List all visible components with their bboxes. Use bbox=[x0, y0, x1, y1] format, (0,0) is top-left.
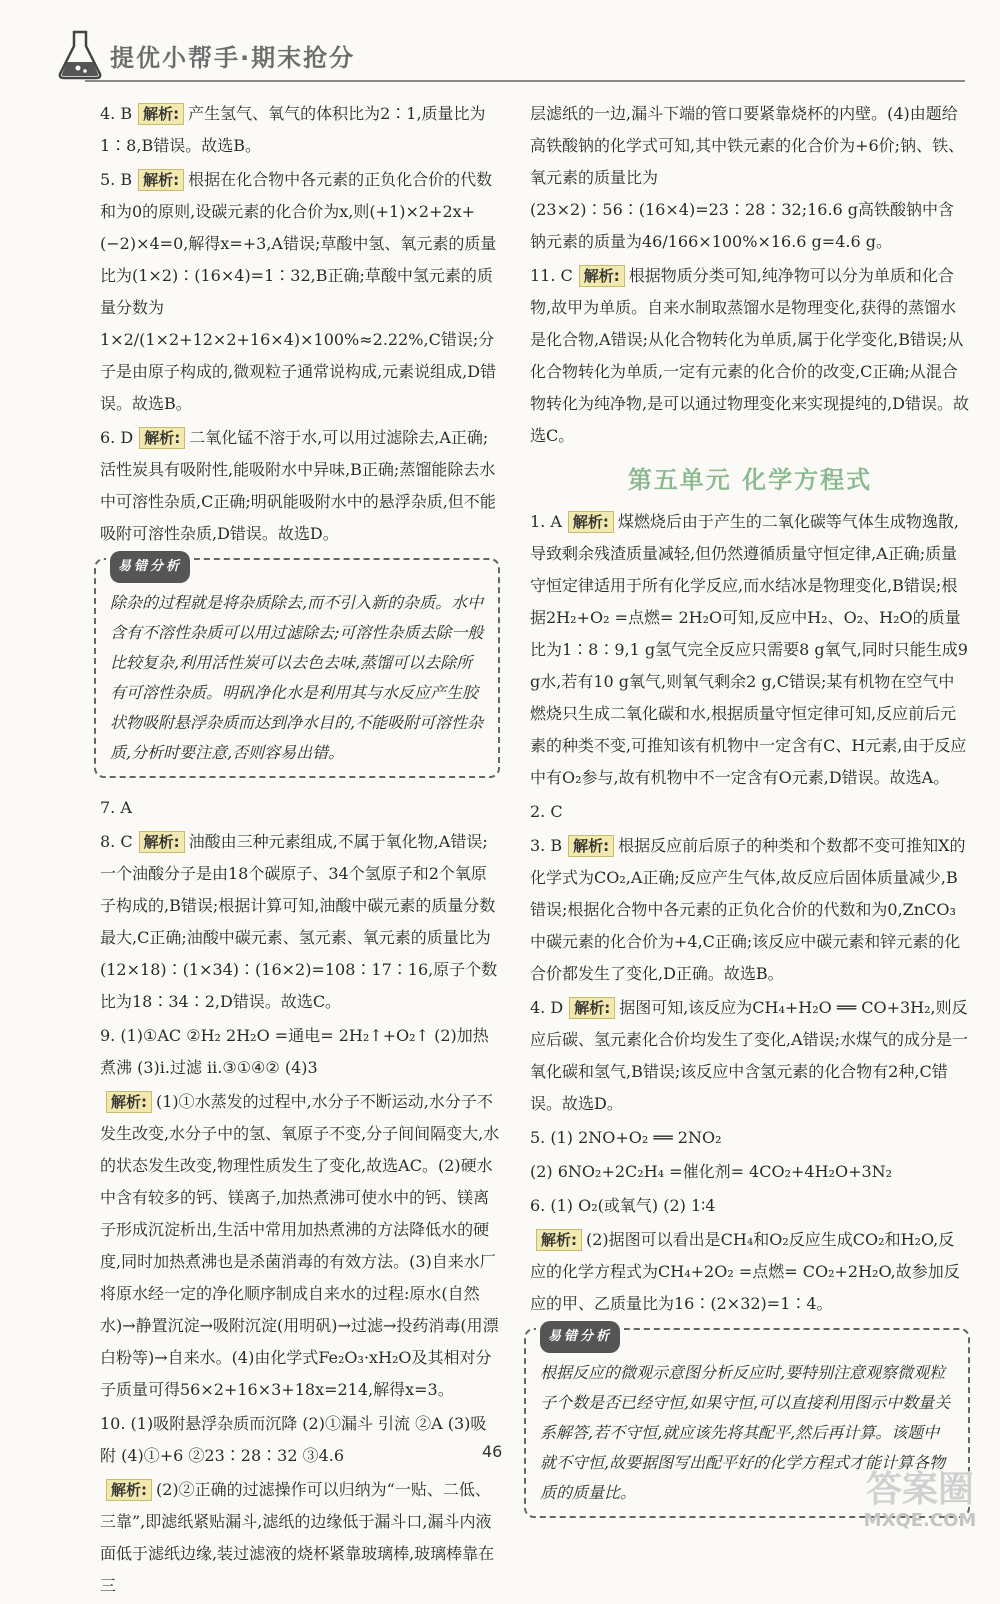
analysis-tag: 解析: bbox=[568, 835, 614, 857]
answer-item-10 bbox=[100, 1408, 503, 1472]
error-analysis-label: 易错分析 bbox=[106, 550, 194, 583]
error-analysis-label: 易错分析 bbox=[536, 1320, 624, 1353]
watermark-url: MXQE.COM bbox=[863, 1510, 977, 1531]
analysis-tag: 解析: bbox=[138, 103, 184, 125]
unit5-item-3 bbox=[530, 830, 970, 990]
page-header bbox=[0, 0, 1000, 95]
unit5-item-5-line1: 5. (1) 2NO+O₂ ══ 2NO₂ bbox=[530, 1128, 722, 1147]
watermark-main: 答案圈 bbox=[865, 1469, 974, 1510]
analysis-text: 油酸由三种元素组成,不属于氧化物,A错误;一个油酸分子是由18个碳原子、34个氢原子和2个氧原子构成的,B错误;根据计算可知,油酸中碳元素的质量分数最大,C正确;油酸中碳元素、氢元素、氧元素的质量比为(12×18)∶(1×34)∶(16×2)=108∶17∶16,原子个数比为18∶34∶2,D错误。故选C。 bbox=[100, 832, 498, 1011]
analysis-text: 据图可知,该反应为CH₄+H₂O ══ CO+3H₂,则反应后碳、氢元素化合价均发生了变化,A错误;水煤气的成分是一氧化碳和氢气,B错误;该反应中含氢元素的化合物有2种,C错误。故选D。 bbox=[530, 998, 969, 1113]
answer-label: 5. B bbox=[100, 170, 133, 189]
answer-label: 10. (1)吸附悬浮杂质而沉降 (2)①漏斗 引流 ②A (3)吸附 (4)①+6 ②23∶28∶32 ③4.6 bbox=[100, 1414, 487, 1465]
answer-label: 7. A bbox=[100, 798, 132, 817]
unit5-item-2 bbox=[530, 796, 970, 828]
answer-item-6 bbox=[100, 422, 500, 550]
analysis-text: (1)①水蒸发的过程中,水分子不断运动,水分子不发生改变,水分子中的氢、氧原子不变,分子间间隔变大,水的状态发生改变,物理性质发生了变化,故选AC。(2)硬水中含有较多的钙、镁离子,加热煮沸可使水中的钙、镁离子形成沉淀析出,生活中常用加热煮沸的方法降低水的硬度,同时加热煮沸也是杀菌消毒的有效方法。(3)自来水厂将原水经一定的净化顺序制成自来水的过程:原水(自然水)→静置沉淀→吸附沉淀(用明矾)→过滤→投药消毒(用漂白粉等)→自来水。(4)由化学式Fe₂O₃·xH₂O及其相对分子质量可得56×2+16×3+18x=214,解得x=3。 bbox=[100, 1092, 500, 1399]
unit5-item-6 bbox=[530, 1190, 970, 1222]
error-analysis-box bbox=[94, 558, 500, 778]
answer-label: 8. C bbox=[100, 832, 133, 851]
answer-label: 9. (1)①AC ②H₂ 2H₂O =通电= 2H₂↑+O₂↑ (2)加热煮沸 (3)ⅰ.过滤 ⅱ.③①④② (4)3 bbox=[100, 1026, 489, 1077]
error-analysis-text: 除杂的过程就是将杂质除去,而不引入新的杂质。水中含有不溶性杂质可以用过滤除去;可溶性杂质去除一般比较复杂,利用活性炭可以去色去味,蒸馏可以去除所有可溶性杂质。明矾净化水是利用其与水反应产生胶状物吸附悬浮杂质而达到净水目的,不能吸附可溶性杂质,分析时要注意,否则容易出错。 bbox=[110, 593, 484, 762]
analysis-tag: 解析: bbox=[106, 1479, 152, 1501]
header-divider bbox=[85, 80, 965, 82]
answer-label: 11. C bbox=[530, 266, 573, 285]
analysis-tag: 解析: bbox=[569, 997, 615, 1019]
analysis-text: (2)据图可以看出是CH₄和O₂反应生成CO₂和H₂O,反应的化学方程式为CH₄+2O₂ =点燃= CO₂+2H₂O,故参加反应的甲、乙质量比为16∶(2×32)=1∶4。 bbox=[530, 1230, 960, 1313]
analysis-tag: 解析: bbox=[138, 169, 184, 191]
answer-label: 2. C bbox=[530, 802, 563, 821]
flask-icon bbox=[58, 30, 102, 80]
unit5-item-5-line2: (2) 6NO₂+2C₂H₄ =催化剂= 4CO₂+4H₂O+3N₂ bbox=[530, 1162, 893, 1181]
answer-label: 4. D bbox=[530, 998, 564, 1017]
analysis-tag: 解析: bbox=[568, 511, 614, 533]
analysis-text: 根据物质分类可知,纯净物可以分为单质和化合物,故甲为单质。自来水制取蒸馏水是物理变化,获得的蒸馏水是化合物,A错误;从化合物转化为单质,属于化学变化,B错误;从化合物转化为单质,一定有元素的化合价的改变,C正确;从混合物转化为纯净物,是可以通过物理变化来实现提纯的,D错误。故选C。 bbox=[530, 266, 970, 445]
analysis-tag: 解析: bbox=[536, 1229, 582, 1251]
analysis-tag: 解析: bbox=[579, 265, 625, 287]
answer-label: 1. A bbox=[530, 512, 562, 531]
header-title: 提优小帮手·期末抢分 bbox=[110, 44, 356, 72]
answer-item-8 bbox=[100, 826, 500, 1018]
analysis-text: 根据在化合物中各元素的正负化合价的代数和为0的原则,设碳元素的化合价为x,则(+1)×2+2x+(−2)×4=0,解得x=+3,A错误;草酸中氢、氧元素的质量比为(1×2)∶(16×4)=1∶32,B正确;草酸中氢元素的质量分数为1×2/(1×2+12×2+16×4)×100%≈2.22%,C错误;分子是由原子构成的,微观粒子通常说构成,元素说组成,D错误。故选B。 bbox=[100, 170, 497, 413]
answer-label: 4. B bbox=[100, 104, 133, 123]
answer-label: 6. D bbox=[100, 428, 134, 447]
analysis-item-9 bbox=[100, 1086, 500, 1406]
answer-item-5 bbox=[100, 164, 500, 420]
analysis-text: (2)②正确的过滤操作可以归纳为“一贴、二低、三靠”,即滤纸紧贴漏斗,滤纸的边缘低于漏斗口,漏斗内液面低于滤纸边缘,装过滤液的烧杯紧靠玻璃棒,玻璃棒靠在三 bbox=[100, 1480, 495, 1595]
answer-item-7 bbox=[100, 792, 500, 824]
answer-label: 3. B bbox=[530, 836, 563, 855]
answer-label: 6. (1) O₂(或氧气) (2) 1∶4 bbox=[530, 1196, 716, 1215]
unit5-item-1 bbox=[530, 506, 970, 794]
analysis-text: 根据反应前后原子的种类和个数都不变可推知X的化学式为CO₂,A正确;反应产生气体,故反应后固体质量减少,B错误;根据化合物中各元素的正负化合价的代数和为0,ZnCO₃中碳元素的化合价为+4,C正确;该反应中碳元素和锌元素的化合价都发生了变化,D正确。故选B。 bbox=[530, 836, 966, 983]
analysis-unit5-item-6 bbox=[530, 1224, 970, 1320]
analysis-text: 二氧化锰不溶于水,可以用过滤除去,A正确;活性炭具有吸附性,能吸附水中异味,B正确;蒸馏能除去水中可溶性杂质,C正确;明矾能吸附水中的悬浮杂质,但不能吸附可溶性杂质,D错误。故选D。 bbox=[100, 428, 496, 543]
analysis-item-10 bbox=[100, 1474, 500, 1602]
unit5-item-4 bbox=[530, 992, 970, 1120]
right-column bbox=[530, 98, 970, 1532]
answer-item-11 bbox=[530, 260, 970, 452]
analysis-text: 层滤纸的一边,漏斗下端的管口要紧靠烧杯的内壁。(4)由题给高铁酸钠的化学式可知,其中铁元素的化合价为+6价;钠、铁、氧元素的质量比为(23×2)∶56∶(16×4)=23∶28∶32;16.6 g高铁酸钠中含钠元素的质量为46/166×100%×16.6 g=4.6 g。 bbox=[530, 104, 965, 251]
left-column bbox=[100, 98, 503, 1604]
analysis-item-10-cont bbox=[530, 98, 970, 258]
answer-item-9 bbox=[100, 1020, 500, 1084]
error-analysis-text: 根据反应的微观示意图分析反应时,要特别注意观察微观粒子个数是否已经守恒,如果守恒,可以直接利用图示中数量关系解答,若不守恒,就应该先将其配平,然后再计算。该题中就不守恒,故要据图写出配平好的化学方程式才能计算各物质的质量比。 bbox=[540, 1363, 951, 1502]
analysis-tag: 解析: bbox=[139, 831, 185, 853]
answer-item-4 bbox=[100, 98, 500, 162]
analysis-tag: 解析: bbox=[139, 427, 185, 449]
analysis-tag: 解析: bbox=[106, 1091, 152, 1113]
watermark-logo bbox=[850, 1470, 990, 1540]
analysis-text: 产生氢气、氧气的体积比为2∶1,质量比为1∶8,B错误。故选B。 bbox=[100, 104, 486, 155]
analysis-text: 煤燃烧后由于产生的二氧化碳等气体生成物逸散,导致剩余残渣质量减轻,但仍然遵循质量守恒定律,A正确;质量守恒定律适用于所有化学反应,而水结冰是物理变化,B错误;根据2H₂+O₂ =点燃= 2H₂O可知,反应中H₂、O₂、H₂O的质量比为1∶8∶9,1 g氢气完全反应只需要8 g氧气,同时只能生成9 g水,若有10 g氧气,则氧气剩余2 g,C错误;某有机物在空气中燃烧只生成二氧化碳和水,根据质量守恒定律可知,反应前后元素的种类不变,可推知该有机物中一定含有C、H元素,由于反应中有O₂参与,故有机物中不一定含有O元素,D错误。故选A。 bbox=[530, 512, 968, 787]
section-title: 第五单元 化学方程式 bbox=[627, 466, 873, 494]
page-number: 46 bbox=[482, 1442, 503, 1461]
